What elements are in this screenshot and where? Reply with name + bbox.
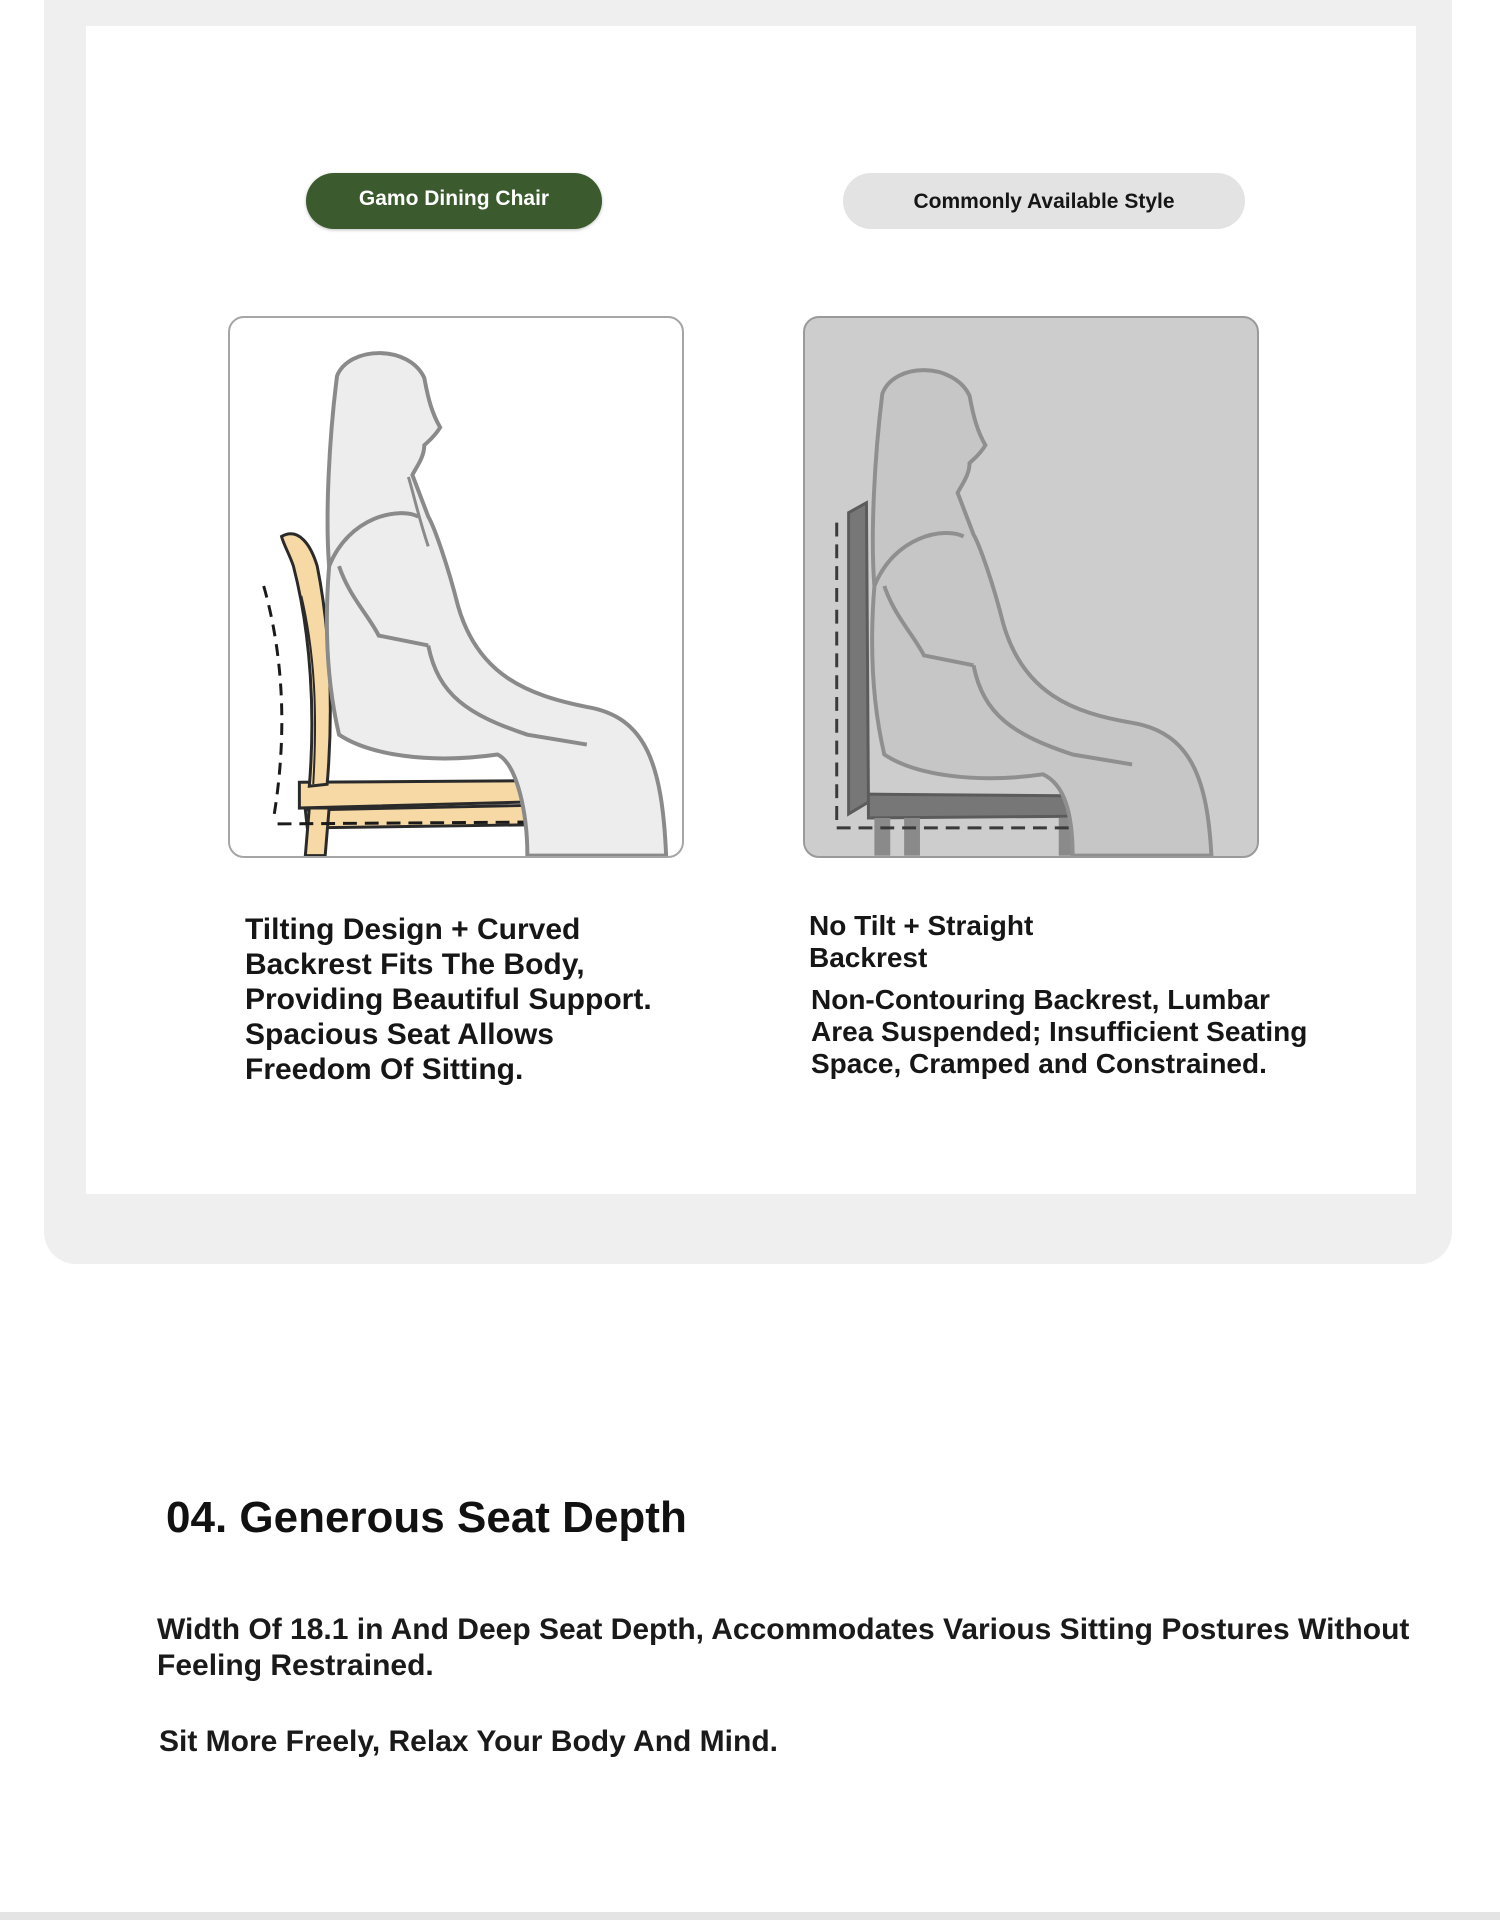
common-style-heading: No Tilt + Straight Backrest xyxy=(809,910,1034,973)
common-style-description: Non-Contouring Backrest, Lumbar Area Suspended; Insufficient Seating Space, Cramped and Constrained. xyxy=(811,984,1308,1079)
gamo-chair-label: Gamo Dining Chair xyxy=(306,173,602,229)
curved-backrest-illustration xyxy=(228,316,684,858)
seat-depth-description: Width Of 18.1 in And Deep Seat Depth, Accommodates Various Sitting Postures Without Feeling Restrained. xyxy=(157,1613,1410,1682)
common-style-label: Commonly Available Style xyxy=(843,173,1245,229)
woman-seated-curved-chair-figure xyxy=(230,318,682,856)
woman-seated-straight-chair-figure xyxy=(805,318,1257,856)
relax-tagline: Sit More Freely, Relax Your Body And Mind. xyxy=(159,1725,778,1758)
straight-backrest-illustration xyxy=(803,316,1259,858)
section-title: 04. Generous Seat Depth xyxy=(166,1493,687,1542)
page-bottom-divider xyxy=(0,1912,1500,1920)
gamo-chair-description: Tilting Design + Curved Backrest Fits The Body, Providing Beautiful Support. Spacious Seat Allows Freedom Of Sitting. xyxy=(245,913,652,1086)
